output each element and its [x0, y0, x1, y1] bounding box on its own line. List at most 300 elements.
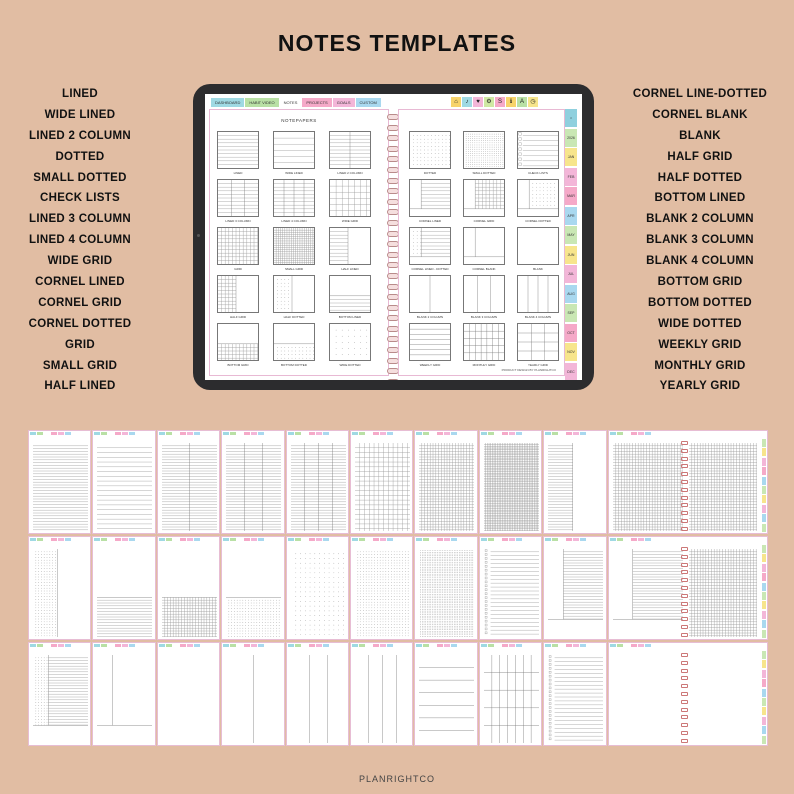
mini-tab — [387, 432, 393, 435]
mini-tab — [352, 432, 358, 435]
mini-side-tab — [762, 660, 766, 668]
mini-tab — [437, 644, 443, 647]
thumb-smallgrid[interactable] — [273, 227, 315, 265]
pattern-dotted — [410, 132, 450, 168]
pattern-halflined — [330, 228, 370, 264]
pattern-grid — [613, 443, 683, 531]
mini-tab — [251, 538, 257, 541]
mini-page-blank3 — [286, 642, 349, 746]
thumb-blank[interactable] — [517, 227, 559, 265]
mini-tab — [516, 538, 522, 541]
spiral-ring — [681, 503, 688, 507]
mini-side-tab — [762, 573, 766, 581]
mini-tab — [416, 432, 422, 435]
mini-tab — [129, 538, 135, 541]
mini-tab — [559, 432, 565, 435]
mini-tab-bar — [94, 432, 136, 435]
template-name: BLANK 2 COLUMN — [646, 213, 754, 226]
thumb-lined[interactable] — [217, 131, 259, 169]
thumb-cornellinedotted[interactable] — [409, 227, 451, 265]
thumb-grid[interactable] — [217, 227, 259, 265]
thumb-lined3[interactable] — [217, 179, 259, 217]
mini-tab — [223, 538, 229, 541]
template-name: CORNEL BLANK — [652, 108, 748, 121]
mini-tab-bar — [610, 644, 652, 647]
pattern-checklist — [484, 549, 539, 637]
clock-icon[interactable]: ◷ — [528, 97, 538, 107]
pattern-lined2 — [162, 443, 217, 531]
thumb-monthly[interactable] — [463, 323, 505, 361]
mini-tab — [180, 432, 186, 435]
thumb-label: DOTTED — [423, 171, 437, 175]
tablet-mockup — [193, 84, 594, 390]
mini-side-tab — [762, 592, 766, 600]
mini-tab — [122, 538, 128, 541]
thumb-label: CORNEL GRID — [473, 219, 495, 223]
thumb-blank3[interactable] — [463, 275, 505, 313]
thumb-corneldotted[interactable] — [517, 179, 559, 217]
mini-tab — [444, 644, 450, 647]
spiral-ring — [681, 488, 688, 492]
spiral-ring — [681, 578, 688, 582]
mini-tab — [244, 432, 250, 435]
pattern-cornelgrid — [464, 180, 504, 216]
mini-tab — [352, 538, 358, 541]
side-tab-5[interactable]: APR — [565, 207, 577, 225]
mini-body — [613, 655, 683, 743]
side-tab-10[interactable]: SEP — [565, 304, 577, 322]
spiral-ring — [681, 527, 688, 531]
side-tab-11[interactable]: OCT — [565, 324, 577, 342]
mini-side-tab — [762, 670, 766, 678]
thumb-label: YEARLY GRID — [528, 363, 548, 367]
mini-side-tab — [762, 630, 766, 638]
mini-tab — [495, 432, 501, 435]
mini-tab — [44, 644, 50, 647]
mini-tab-bar — [223, 432, 265, 435]
mini-side-tab — [762, 726, 766, 734]
pattern-weekly — [419, 655, 474, 743]
thumb-weekly[interactable] — [409, 323, 451, 361]
spiral-ring — [681, 739, 688, 743]
pattern-cornelblank — [464, 228, 504, 264]
info-icon[interactable]: ℹ — [506, 97, 516, 107]
mini-tab — [430, 644, 436, 647]
mini-tab — [309, 644, 315, 647]
mini-tab — [638, 432, 644, 435]
template-name: HALF GRID — [667, 150, 733, 163]
mini-tab — [566, 538, 572, 541]
side-tab-6[interactable]: MAY — [565, 226, 577, 244]
thumb-label: CORNEL BLANK — [472, 267, 496, 271]
side-tab-7[interactable]: JUN — [565, 246, 577, 264]
home-icon[interactable]: ⌂ — [451, 97, 461, 107]
mini-tab — [108, 644, 114, 647]
mini-tab-bar — [352, 432, 394, 435]
mini-side-tab — [762, 477, 766, 485]
pattern-blank4 — [355, 655, 410, 743]
mini-tab — [65, 538, 71, 541]
thumb-widegrid[interactable] — [329, 179, 371, 217]
mini-page-widedotted — [286, 536, 349, 640]
mini-tab — [488, 644, 494, 647]
mini-tab-bar — [352, 644, 394, 647]
side-tab-4[interactable]: MAR — [565, 187, 577, 205]
mini-body — [162, 549, 217, 637]
template-name: BOTTOM DOTTED — [648, 296, 752, 309]
mini-tab — [552, 538, 558, 541]
mini-tab — [545, 538, 551, 541]
thumb-label: BOTTOM DOTTED — [281, 363, 307, 367]
mini-tab-bar — [30, 538, 72, 541]
mini-tab — [159, 538, 165, 541]
mini-tab — [380, 432, 386, 435]
mini-tab — [244, 538, 250, 541]
thumb-blank4[interactable] — [517, 275, 559, 313]
thumb-label: BLANK 3 COLUMN — [470, 315, 498, 319]
mini-tab — [288, 644, 294, 647]
mini-tab — [451, 538, 457, 541]
mini-tab — [444, 432, 450, 435]
mini-side-tab — [762, 467, 766, 475]
mini-tab — [122, 432, 128, 435]
mini-body — [484, 443, 539, 531]
spiral-ring — [681, 457, 688, 461]
mini-body — [484, 655, 539, 743]
mini-body — [419, 549, 474, 637]
mini-tab — [573, 538, 579, 541]
pattern-widelined — [274, 132, 314, 168]
thumb-label: BLANK 2 COLUMN — [416, 315, 444, 319]
mini-page-cornellinedotted — [28, 642, 91, 746]
mini-page-bottomdotted — [221, 536, 284, 640]
mini-tab — [610, 432, 616, 435]
side-tab-2[interactable]: JAN — [565, 148, 577, 166]
mini-tab-bar — [288, 644, 330, 647]
mini-tab — [323, 538, 329, 541]
pattern-cornellined — [548, 549, 603, 637]
mini-tab — [502, 644, 508, 647]
pattern-grid — [689, 443, 757, 531]
mini-tab — [108, 432, 114, 435]
mini-tab — [316, 432, 322, 435]
mini-tab — [258, 432, 264, 435]
thumb-yearly[interactable] — [517, 323, 559, 361]
side-tab-0[interactable]: ⌂ — [565, 109, 577, 127]
mini-tab — [437, 538, 443, 541]
side-tab-8[interactable]: JUL — [565, 265, 577, 283]
mini-body — [484, 549, 539, 637]
mini-page-checklist — [479, 536, 542, 640]
left-template-list — [0, 84, 170, 397]
mini-tab — [451, 644, 457, 647]
pattern-widelined — [97, 443, 152, 531]
mini-tab-bar — [223, 644, 265, 647]
mini-tab — [502, 432, 508, 435]
mini-tab — [94, 644, 100, 647]
mini-tab — [237, 644, 243, 647]
mini-tab — [416, 644, 422, 647]
pattern-monthly — [484, 655, 539, 743]
mini-tab — [316, 644, 322, 647]
mini-tab — [237, 432, 243, 435]
template-name: WIDE GRID — [47, 255, 113, 268]
mini-tab — [610, 538, 616, 541]
mini-body — [97, 549, 152, 637]
mini-tab — [37, 538, 43, 541]
side-tab-13[interactable]: DEC — [565, 363, 577, 381]
mini-tab — [359, 538, 365, 541]
side-tab-1[interactable]: 2026 — [565, 129, 577, 147]
tab-projects[interactable]: PROJECTS — [302, 98, 331, 107]
mini-tab — [230, 538, 236, 541]
thumb-smalldotted[interactable] — [463, 131, 505, 169]
mini-tab — [373, 432, 379, 435]
mini-tab — [423, 432, 429, 435]
thumb-widedotted[interactable] — [329, 323, 371, 361]
thumb-halfdotted[interactable] — [273, 275, 315, 313]
mini-tab — [187, 644, 193, 647]
mini-tab — [159, 432, 165, 435]
pattern-widedotted — [330, 324, 370, 360]
thumb-cornelblank[interactable] — [463, 227, 505, 265]
pattern-cornellined — [613, 549, 683, 637]
mini-page-blank2 — [221, 642, 284, 746]
mini-body — [291, 443, 346, 531]
s-icon[interactable]: S — [495, 97, 505, 107]
pattern-lined4 — [291, 443, 346, 531]
mini-body — [97, 655, 152, 743]
mini-tab-bar — [416, 432, 458, 435]
mini-tab — [380, 644, 386, 647]
mini-page-lined2 — [157, 430, 220, 534]
mini-side-tab — [762, 495, 766, 503]
spiral-ring — [681, 684, 688, 688]
heart-icon[interactable]: ♥ — [473, 97, 483, 107]
mini-tab — [352, 644, 358, 647]
mini-tab — [359, 432, 365, 435]
pattern-blank2 — [226, 655, 281, 743]
mini-side-tab — [762, 505, 766, 513]
mini-tab-bar — [481, 538, 523, 541]
mini-tab — [559, 644, 565, 647]
thumb-label: LINED — [233, 171, 243, 175]
mini-tab-bar — [223, 538, 265, 541]
pattern-bottomlined — [330, 276, 370, 312]
mini-tab — [437, 432, 443, 435]
thumb-blank2[interactable] — [409, 275, 451, 313]
mini-page-halflined — [543, 430, 606, 534]
pattern-widedotted — [291, 549, 346, 637]
thumb-lined4[interactable] — [273, 179, 315, 217]
mini-side-tab — [762, 545, 766, 553]
template-name: LINED 3 COLUMN — [29, 213, 131, 226]
right-template-list — [610, 84, 790, 397]
mini-page-widegrid — [350, 430, 413, 534]
thumb-label: WEEKLY GRID — [419, 363, 441, 367]
pattern-cornellinedotted — [33, 655, 88, 743]
month-side-tabs — [565, 109, 577, 380]
spiral-ring — [681, 700, 688, 704]
thumb-label: WIDE DOTTED — [339, 363, 361, 367]
tab-goals[interactable]: GOALS — [333, 98, 355, 107]
template-preview-grid — [28, 430, 768, 766]
thumb-halfgrid[interactable] — [217, 275, 259, 313]
thumb-label: CHECK LISTS — [528, 171, 548, 175]
tab-dashboard[interactable]: DASHBOARD — [211, 98, 244, 107]
mini-body — [226, 549, 281, 637]
mini-tab — [645, 432, 651, 435]
thumb-cornellined[interactable] — [409, 179, 451, 217]
mini-tab — [488, 538, 494, 541]
thumb-bottomdotted[interactable] — [273, 323, 315, 361]
mini-tab — [65, 432, 71, 435]
mini-tab — [430, 432, 436, 435]
mini-tab — [617, 538, 623, 541]
mini-body — [226, 655, 281, 743]
mini-body — [355, 655, 410, 743]
mini-tab — [645, 538, 651, 541]
mini-tab-bar — [610, 432, 652, 435]
thumb-label: LINED 2 COLUMN — [337, 171, 363, 175]
spiral-ring — [681, 609, 688, 613]
thumb-bottomlined[interactable] — [329, 275, 371, 313]
mini-side-tab — [762, 486, 766, 494]
mini-tab — [366, 644, 372, 647]
template-name: CHECK LISTS — [40, 192, 120, 205]
mini-page-weekly — [414, 642, 477, 746]
spiral-ring — [681, 511, 688, 515]
mini-tab — [309, 538, 315, 541]
mini-page-bottomlined — [92, 536, 155, 640]
thumb-label: SMALL GRID — [284, 267, 304, 271]
pattern-cornellined — [410, 180, 450, 216]
a-icon[interactable]: A — [517, 97, 527, 107]
spiral-ring — [681, 547, 688, 551]
pattern-lined — [218, 132, 258, 168]
tab-habit-video[interactable]: HABIT VIDEO — [245, 98, 278, 107]
mini-tab-bar — [481, 432, 523, 435]
thumb-widelined[interactable] — [273, 131, 315, 169]
mini-tab — [302, 432, 308, 435]
thumb-label: CORNEL DOTTED — [525, 219, 551, 223]
mini-body — [419, 655, 474, 743]
bell-icon[interactable]: ♪ — [462, 97, 472, 107]
template-name: GRID — [65, 338, 95, 351]
mini-tab — [545, 644, 551, 647]
brand-name: PLANRIGHTCO — [358, 774, 435, 784]
mini-body — [548, 655, 603, 743]
spiral-ring — [681, 449, 688, 453]
thumb-dotted[interactable] — [409, 131, 451, 169]
thumb-lined2[interactable] — [329, 131, 371, 169]
thumb-label: LINED 3 COLUMN — [225, 219, 251, 223]
mini-tab — [51, 644, 57, 647]
side-tab-9[interactable]: AUG — [565, 285, 577, 303]
pattern-checklist2 — [548, 655, 603, 743]
mini-tab — [295, 644, 301, 647]
tab-custom[interactable]: CUSTOM — [356, 98, 381, 107]
pattern-smalldotted — [419, 549, 474, 637]
spiral-ring — [387, 379, 399, 380]
credit-text: PRODUCT DESIGN BY PLANRIGHTCO — [501, 368, 556, 372]
tab-notes[interactable]: NOTES — [280, 98, 302, 107]
side-tab-3[interactable]: FEB — [565, 168, 577, 186]
thumb-label: GRID — [234, 267, 242, 271]
spiral-ring — [681, 676, 688, 680]
mini-tab — [302, 538, 308, 541]
mini-tab — [387, 644, 393, 647]
mini-body — [355, 443, 410, 531]
spiral-ring — [681, 586, 688, 590]
mini-body — [548, 549, 603, 637]
mini-tab — [58, 432, 64, 435]
mini-tab — [173, 432, 179, 435]
mini-tab — [173, 538, 179, 541]
pattern-dotted — [355, 549, 410, 637]
side-tab-12[interactable]: NOV — [565, 343, 577, 361]
spiral-ring — [681, 653, 688, 657]
mini-side-tab — [762, 564, 766, 572]
pattern-bottomdotted — [226, 549, 281, 637]
gear-icon[interactable]: ⚙ — [484, 97, 494, 107]
mini-tab — [566, 432, 572, 435]
template-name: WEEKLY GRID — [658, 338, 742, 351]
mini-tab-bar — [545, 644, 587, 647]
thumb-checklist[interactable] — [517, 131, 559, 169]
mini-side-tab — [762, 514, 766, 522]
mini-side-tab — [762, 698, 766, 706]
mini-tab — [545, 432, 551, 435]
pattern-blank — [689, 655, 757, 743]
spiral-ring — [681, 731, 688, 735]
thumb-label: BLANK 4 COLUMN — [524, 315, 552, 319]
mini-side-tab — [762, 620, 766, 628]
thumb-bottomgrid[interactable] — [217, 323, 259, 361]
mini-tab — [101, 538, 107, 541]
mini-tab — [129, 644, 135, 647]
template-name: LINED 4 COLUMN — [29, 234, 131, 247]
mini-side-tab — [762, 554, 766, 562]
spiral-ring — [681, 555, 688, 559]
pattern-blank3 — [464, 276, 504, 312]
thumb-cornelgrid[interactable] — [463, 179, 505, 217]
mini-tab-bar — [416, 644, 458, 647]
mini-tab-bar — [94, 644, 136, 647]
template-name: BOTTOM LINED — [654, 192, 746, 205]
mini-tab — [451, 432, 457, 435]
template-name: WIDE LINED — [44, 108, 116, 121]
spiral-ring — [681, 496, 688, 500]
mini-tab-bar — [30, 644, 72, 647]
pattern-widegrid — [330, 180, 370, 216]
thumb-halflined[interactable] — [329, 227, 371, 265]
mini-body — [291, 655, 346, 743]
mini-tab — [516, 644, 522, 647]
mini-page-halfdotted — [28, 536, 91, 640]
mini-page-blank — [157, 642, 220, 746]
mini-tab — [559, 538, 565, 541]
mini-body — [548, 443, 603, 531]
mini-side-tab — [762, 707, 766, 715]
mini-tab-bar — [288, 432, 330, 435]
pattern-cornelblank — [97, 655, 152, 743]
thumb-label: BLANK — [533, 267, 543, 271]
pattern-halfgrid — [218, 276, 258, 312]
spiral-ring — [681, 441, 688, 445]
mini-tab — [495, 644, 501, 647]
mini-tab — [309, 432, 315, 435]
